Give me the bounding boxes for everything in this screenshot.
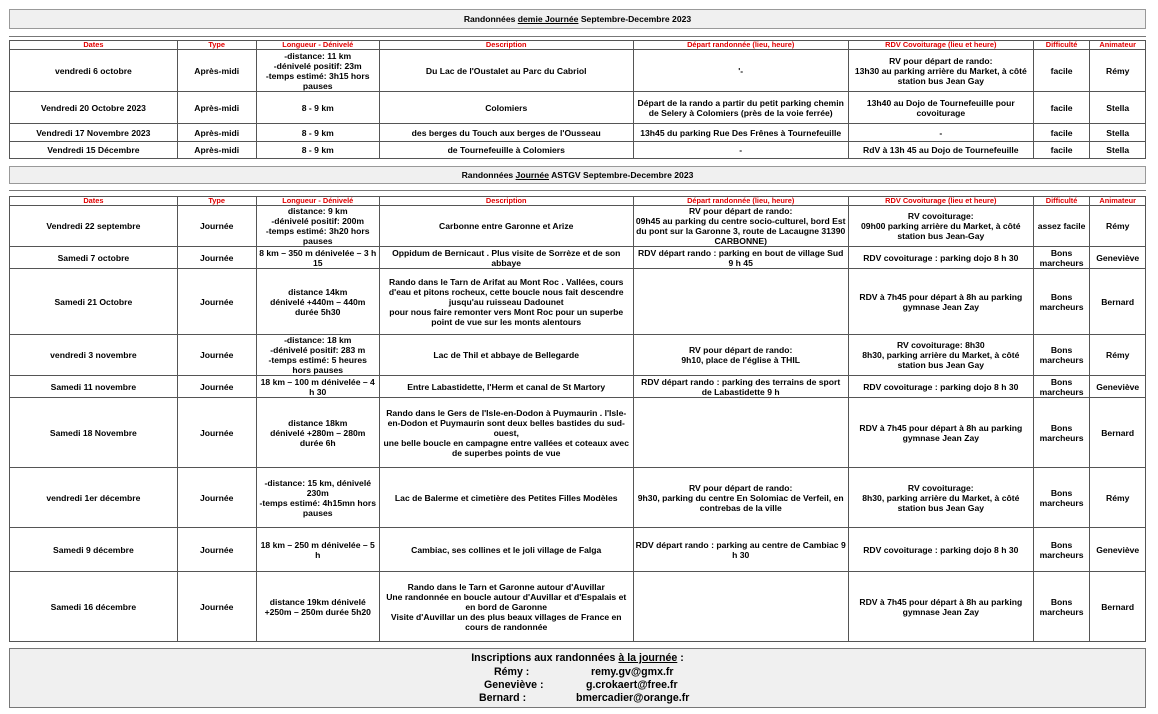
cell-carpool: RDV à 7h45 pour départ à 8h au parking gymnase Jean Zay — [848, 269, 1033, 335]
contact-email[interactable]: g.crokaert@free.fr — [586, 679, 678, 691]
cell-length: 8 - 9 km — [256, 142, 379, 159]
registration-title-suffix: : — [680, 652, 684, 664]
cell-date: Vendredi 17 Novembre 2023 — [10, 124, 178, 142]
cell-difficulty: facile — [1033, 124, 1090, 142]
half-day-table — [9, 40, 1146, 159]
cell-description: Rando dans le Tarn et Garonne autour d'Auvillar Une randonnée en boucle autour d'Auvillar et d'Espalais et en bord de Garonne Visite d'Auvillar un des plus beaux villages de France en cours de randonnée — [379, 572, 633, 642]
contact-email[interactable]: bmercadier@orange.fr — [576, 692, 690, 704]
cell-leader: Geneviève — [1090, 247, 1146, 269]
cell-carpool: 13h40 au Dojo de Tournefeuille pour covoiturage — [848, 92, 1033, 124]
cell-difficulty: Bons marcheurs — [1033, 247, 1090, 269]
cell-date: Samedi 16 décembre — [10, 572, 178, 642]
table-header-row — [10, 41, 1146, 50]
cell-type: Journée — [177, 206, 256, 247]
table-row — [10, 124, 1146, 142]
table-row — [10, 50, 1146, 92]
cell-length: -distance: 11 km -dénivelé positif: 23m -temps estimé: 3h15 hors pauses — [256, 50, 379, 92]
contact-email[interactable]: remy.gv@gmx.fr — [591, 666, 674, 678]
cell-description: de Tournefeuille à Colomiers — [379, 142, 633, 159]
cell-difficulty: Bons marcheurs — [1033, 468, 1090, 528]
contact-row — [484, 679, 724, 692]
section-title-full-day — [9, 166, 1146, 184]
cell-description: Cambiac, ses collines et le joli village de Falga — [379, 528, 633, 572]
registration-title — [10, 652, 1145, 664]
cell-type: Après-midi — [177, 50, 256, 92]
table-row — [10, 269, 1146, 335]
cell-length: 8 - 9 km — [256, 92, 379, 124]
cell-date: Vendredi 15 Décembre — [10, 142, 178, 159]
header-type: Type — [177, 41, 256, 50]
cell-difficulty: facile — [1033, 142, 1090, 159]
cell-type: Après-midi — [177, 124, 256, 142]
contact-name: Geneviève : — [484, 679, 544, 691]
cell-date: Samedi 11 novembre — [10, 376, 178, 398]
cell-description: Rando dans le Gers de l'Isle-en-Dodon à Puymaurin . l'Isle-en-Dodon et Puymaurin sont deux belles bastides du sud-ouest, une belle boucle en campagne entre vallées et coteaux avec de superbes points de vue — [379, 398, 633, 468]
cell-carpool: RV covoiturage: 8h30, parking arrière du Market, à côté station bus Jean Gay — [848, 468, 1033, 528]
cell-date: Vendredi 20 Octobre 2023 — [10, 92, 178, 124]
header-description: Description — [379, 197, 633, 206]
cell-difficulty: Bons marcheurs — [1033, 269, 1090, 335]
table-row — [10, 335, 1146, 376]
registration-title-prefix: Inscriptions aux randonnées — [471, 652, 616, 664]
cell-date: Vendredi 22 septembre — [10, 206, 178, 247]
cell-carpool: RV covoiturage: 09h00 parking arrière du Market, à côté station bus Jean-Gay — [848, 206, 1033, 247]
cell-carpool: RDV covoiturage : parking dojo 8 h 30 — [848, 247, 1033, 269]
cell-date: Samedi 7 octobre — [10, 247, 178, 269]
cell-departure: 13h45 du parking Rue Des Frênes à Tournefeuille — [633, 124, 848, 142]
cell-type: Journée — [177, 269, 256, 335]
cell-type: Après-midi — [177, 142, 256, 159]
contact-name: Rémy : — [494, 666, 530, 678]
contact-row — [479, 692, 724, 705]
cell-type: Journée — [177, 468, 256, 528]
cell-leader: Rémy — [1090, 468, 1146, 528]
header-departure: Départ randonnée (lieu, heure) — [633, 41, 848, 50]
cell-departure: - — [633, 142, 848, 159]
cell-date: Samedi 18 Novembre — [10, 398, 178, 468]
cell-difficulty: Bons marcheurs — [1033, 572, 1090, 642]
contact-name: Bernard : — [479, 692, 527, 704]
cell-departure: RV pour départ de rando: 9h10, place de l'église à THIL — [633, 335, 848, 376]
cell-difficulty: facile — [1033, 92, 1090, 124]
cell-length: distance: 9 km -dénivelé positif: 200m -temps estimé: 3h20 hors pauses — [256, 206, 379, 247]
header-leader: Animateur — [1090, 41, 1146, 50]
table-row — [10, 376, 1146, 398]
cell-carpool: - — [848, 124, 1033, 142]
cell-difficulty: Bons marcheurs — [1033, 335, 1090, 376]
contact-row — [484, 666, 724, 679]
table-row — [10, 206, 1146, 247]
cell-description: Lac de Balerme et cimetière des Petites Filles Modèles — [379, 468, 633, 528]
header-carpool: RDV Covoiturage (lieu et heure) — [848, 41, 1033, 50]
table-row — [10, 398, 1146, 468]
cell-departure — [633, 572, 848, 642]
header-type: Type — [177, 197, 256, 206]
cell-date: vendredi 3 novembre — [10, 335, 178, 376]
cell-leader: Rémy — [1090, 206, 1146, 247]
cell-description: Lac de Thil et abbaye de Bellegarde — [379, 335, 633, 376]
cell-type: Journée — [177, 247, 256, 269]
cell-length: 18 km – 250 m dénivelée – 5 h — [256, 528, 379, 572]
table-header-row — [10, 197, 1146, 206]
cell-leader: Rémy — [1090, 50, 1146, 92]
cell-departure: RV pour départ de rando: 09h45 au parking du centre socio-culturel, bord Est du pont sur la Garonne 3, route de Lacaugne 31390 CARBONNE) — [633, 206, 848, 247]
cell-carpool: RDV covoiturage : parking dojo 8 h 30 — [848, 376, 1033, 398]
table-row — [10, 92, 1146, 124]
cell-leader: Rémy — [1090, 335, 1146, 376]
cell-length: distance 18km dénivelé +280m – 280m durée 6h — [256, 398, 379, 468]
cell-departure: RDV départ rando : parking des terrains de sport de Labastidette 9 h — [633, 376, 848, 398]
cell-date: Samedi 9 décembre — [10, 528, 178, 572]
cell-length: distance 19km dénivelé +250m – 250m durée 5h20 — [256, 572, 379, 642]
section-title-prefix: Randonnées — [461, 170, 514, 180]
header-description: Description — [379, 41, 633, 50]
cell-difficulty: assez facile — [1033, 206, 1090, 247]
full-day-table — [9, 196, 1146, 642]
cell-description: Oppidum de Bernicaut . Plus visite de Sorrèze et de son abbaye — [379, 247, 633, 269]
cell-carpool: RdV à 13h 45 au Dojo de Tournefeuille — [848, 142, 1033, 159]
section-title-underlined: Journée — [515, 170, 549, 180]
cell-description: Entre Labastidette, l'Herm et canal de St Martory — [379, 376, 633, 398]
cell-length: 18 km – 100 m dénivelée – 4 h 30 — [256, 376, 379, 398]
header-carpool: RDV Covoiturage (lieu et heure) — [848, 197, 1033, 206]
cell-length: 8 - 9 km — [256, 124, 379, 142]
cell-description: Carbonne entre Garonne et Arize — [379, 206, 633, 247]
cell-difficulty: facile — [1033, 50, 1090, 92]
cell-departure: Départ de la rando a partir du petit parking chemin de Selery à Colomiers (près de la voie ferrée) — [633, 92, 848, 124]
section-title-half-day — [9, 9, 1146, 29]
registration-footer — [9, 648, 1146, 708]
cell-departure: '- — [633, 50, 848, 92]
cell-description: Colomiers — [379, 92, 633, 124]
cell-length: 8 km – 350 m dénivelée – 3 h 15 — [256, 247, 379, 269]
cell-leader: Stella — [1090, 142, 1146, 159]
section-title-prefix: Randonnées — [463, 14, 516, 24]
cell-leader: Stella — [1090, 92, 1146, 124]
registration-title-underlined: à la journée — [618, 652, 678, 664]
cell-length: -distance: 15 km, dénivelé 230m -temps estimé: 4h15mn hors pauses — [256, 468, 379, 528]
table-row — [10, 528, 1146, 572]
cell-departure: RDV départ rando : parking en bout de village Sud 9 h 45 — [633, 247, 848, 269]
cell-type: Journée — [177, 376, 256, 398]
cell-departure — [633, 269, 848, 335]
cell-departure: RDV départ rando : parking au centre de Cambiac 9 h 30 — [633, 528, 848, 572]
cell-length: -distance: 18 km -dénivelé positif: 283 m -temps estimé: 5 heures hors pauses — [256, 335, 379, 376]
cell-type: Journée — [177, 398, 256, 468]
cell-difficulty: Bons marcheurs — [1033, 398, 1090, 468]
cell-difficulty: Bons marcheurs — [1033, 376, 1090, 398]
cell-date: vendredi 1er décembre — [10, 468, 178, 528]
table-row — [10, 572, 1146, 642]
table-row — [10, 468, 1146, 528]
cell-leader: Geneviève — [1090, 376, 1146, 398]
cell-carpool: RDV à 7h45 pour départ à 8h au parking gymnase Jean Zay — [848, 398, 1033, 468]
cell-type: Après-midi — [177, 92, 256, 124]
table-row — [10, 247, 1146, 269]
cell-leader: Bernard — [1090, 572, 1146, 642]
cell-type: Journée — [177, 572, 256, 642]
cell-date: Samedi 21 Octobre — [10, 269, 178, 335]
cell-type: Journée — [177, 335, 256, 376]
header-departure: Départ randonnée (lieu, heure) — [633, 197, 848, 206]
cell-carpool: RDV à 7h45 pour départ à 8h au parking gymnase Jean Zay — [848, 572, 1033, 642]
header-dates: Dates — [10, 197, 178, 206]
divider — [9, 190, 1146, 191]
header-length: Longueur - Dénivelé — [256, 41, 379, 50]
cell-departure — [633, 398, 848, 468]
cell-description: Du Lac de l'Oustalet au Parc du Cabriol — [379, 50, 633, 92]
cell-leader: Geneviève — [1090, 528, 1146, 572]
header-leader: Animateur — [1090, 197, 1146, 206]
cell-date: vendredi 6 octobre — [10, 50, 178, 92]
section-title-underlined: demie Journée — [517, 14, 579, 24]
section-title-suffix: ASTGV Septembre-Decembre 2023 — [551, 170, 694, 180]
header-dates: Dates — [10, 41, 178, 50]
table-row — [10, 142, 1146, 159]
cell-length: distance 14km dénivelé +440m – 440m durée 5h30 — [256, 269, 379, 335]
cell-difficulty: Bons marcheurs — [1033, 528, 1090, 572]
header-difficulty: Difficulté — [1033, 197, 1090, 206]
cell-leader: Bernard — [1090, 269, 1146, 335]
cell-leader: Bernard — [1090, 398, 1146, 468]
cell-carpool: RV covoiturage: 8h30 8h30, parking arrière du Market, à côté station bus Jean Gay — [848, 335, 1033, 376]
cell-carpool: RV pour départ de rando: 13h30 au parking arrière du Market, à côté station bus Jean Gay — [848, 50, 1033, 92]
divider — [9, 36, 1146, 37]
section-title-suffix: Septembre-Decembre 2023 — [580, 14, 692, 24]
cell-leader: Stella — [1090, 124, 1146, 142]
cell-departure: RV pour départ de rando: 9h30, parking du centre En Solomiac de Verfeil, en contrebas de la ville — [633, 468, 848, 528]
cell-description: des berges du Touch aux berges de l'Ousseau — [379, 124, 633, 142]
cell-carpool: RDV covoiturage : parking dojo 8 h 30 — [848, 528, 1033, 572]
header-length: Longueur - Dénivelé — [256, 197, 379, 206]
cell-type: Journée — [177, 528, 256, 572]
cell-description: Rando dans le Tarn de Arifat au Mont Roc . Vallées, cours d'eau et pitons rocheux, cette boucle nous fait descendre jusqu'au ruisseau Dadounet pour nous faire remonter vers Mont Roc pour un superbe point de vue sur les monts alentours — [379, 269, 633, 335]
header-difficulty: Difficulté — [1033, 41, 1090, 50]
